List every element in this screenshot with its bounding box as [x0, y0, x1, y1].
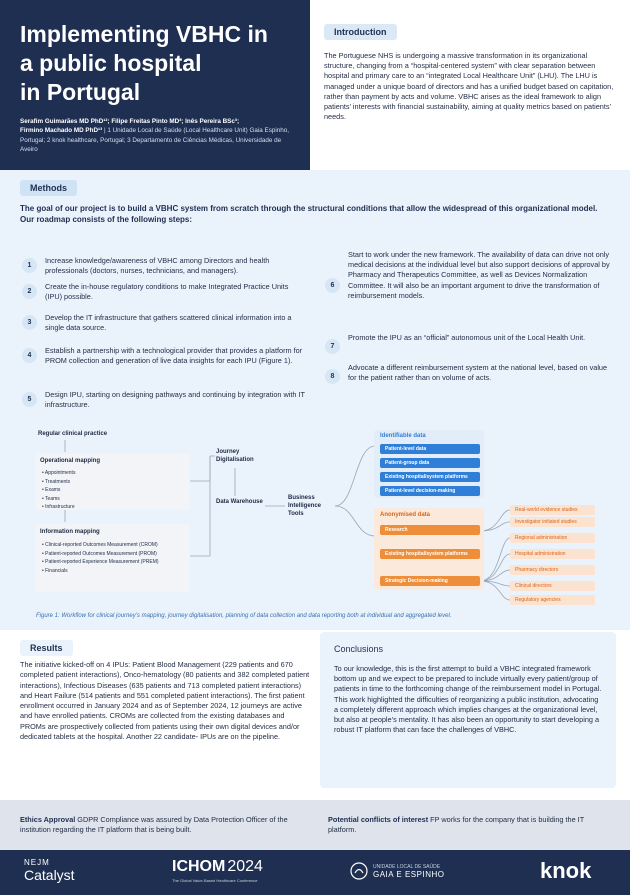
data-warehouse-label: Data Warehouse [216, 499, 263, 505]
step-text: Advocate a different reimbursement system at the national level, based on value for the patient rather than on volume of acts. [348, 363, 608, 383]
bi-tools-label: Business Intelligence Tools [288, 495, 322, 517]
strategic-target: Regulatory agencies [510, 595, 595, 605]
uls-gaia-espinho-logo [350, 862, 444, 880]
uls-top-text: UNIDADE LOCAL DE SAÚDE [373, 863, 441, 870]
figure-caption: Figure 1: Workflow for clinical journey’s mapping, journey digitalisation, planning of data collection and data reporting both at individual and aggregated level. [36, 613, 452, 619]
anonymised-item: Research [380, 525, 480, 535]
knok-logo: knok [540, 858, 592, 883]
conclusions-text: To our knowledge, this is the first attempt to build a VBHC integrated framework bottom up and we expect to be prepared to include virtually every patient/group of patients in time to the forthcoming change of the reimbursement model in Portugal. This work highlighted the difficulties of reorganizing a public institution, advocating a completely different approach which implies changes at the organizational level, but also at people’s mentality. It has also been an opportunity to start developing a robust IT platform that can face the challenges of VBHC. [334, 664, 602, 735]
identifiable-item: Patient-level data [380, 444, 480, 454]
step-text: Promote the IPU as an “official” autonomous unit of the Local Health Unit. [348, 333, 586, 342]
title-panel [0, 0, 310, 170]
identifiable-data-label: Identifiable data [380, 433, 426, 439]
step-8 [325, 363, 610, 384]
introduction-heading: Introduction [324, 24, 397, 40]
list-item: • Teams [42, 495, 60, 502]
step-3 [22, 313, 307, 333]
workflow-diagram [30, 426, 600, 606]
list-item: • Patient-reported Experience Measurement (PREM) [42, 559, 159, 566]
conclusions-section [320, 632, 616, 788]
strategic-target: Regional administration [510, 533, 595, 543]
step-number: 5 [22, 392, 37, 407]
list-item: • Patient-reported Outcomes Measurement (PROM) [42, 550, 157, 557]
introduction-section [310, 0, 630, 170]
step-number: 8 [325, 369, 340, 384]
nejm-mark: NEJM [24, 858, 50, 867]
step-1 [22, 256, 307, 276]
step-number: 1 [22, 258, 37, 273]
poster-title [20, 20, 292, 107]
anonymised-item: Strategic Decision-making [380, 576, 480, 586]
list-item: • Exams [42, 487, 61, 494]
title-line-1: Implementing VBHC in [20, 21, 268, 47]
list-item: • Infrastructure [42, 504, 75, 511]
anonymised-data-label: Anonymised data [380, 512, 431, 518]
information-mapping-label: Information mapping [40, 529, 100, 535]
strategic-target: Pharmacy directors [510, 565, 595, 575]
authors-affiliations: | 1 Unidade Local de Saúde (Local Healthcare Unit) Gaia Espinho, Portugal; 2 knok healthcare, Portugal; 3 Departamento de Ciências Médicas, Universidade de Aveiro [20, 127, 290, 154]
uls-wordmark: GAIA E ESPINHO [373, 869, 445, 879]
results-heading: Results [20, 640, 73, 656]
title-line-2: a public hospital [20, 50, 202, 76]
ichom-wordmark: ICHOM [172, 858, 226, 875]
step-2 [22, 282, 307, 302]
step-6 [325, 250, 610, 301]
anonymised-item: Existing hospital/system platforms [380, 549, 480, 559]
step-5 [22, 390, 307, 410]
introduction-text: The Portuguese NHS is undergoing a massive transformation in its organizational structure, changing from a “hospital-centered system” with clear separation between hospital and primary care to an “integrated Local Healthcare Unit” (LHU). The LHU is managed under a unique board of directors and has a unified budget based on capitation, rather than payment by acts and volume. VBHC arises as the ideal framework to align patients’ interests with financial sustainability, aiming at quality metrics based on patients’ needs. [324, 51, 614, 122]
operational-mapping-label: Operational mapping [40, 458, 101, 464]
step-4 [22, 346, 307, 366]
step-number: 3 [22, 315, 37, 330]
ichom-year: 2024 [227, 858, 263, 875]
catalyst-wordmark: Catalyst [24, 867, 75, 883]
header [0, 0, 630, 170]
authors-names-1: Serafim Guimarães MD PhD¹²; Filipe Freitas Pinto MD²; Inês Pereira BSc³; [20, 118, 240, 125]
ethics-text: GDPR Compliance was assured by Data Protection Officer of the institution regarding the IT platform that is being built. [20, 815, 288, 835]
authors [20, 117, 292, 155]
identifiable-item: Patient-group data [380, 458, 480, 468]
step-number: 7 [325, 339, 340, 354]
strategic-target: Hospital administration [510, 549, 595, 559]
identifiable-item: Existing hospital/system platforms [380, 472, 480, 482]
step-7 [325, 333, 610, 354]
authors-names-2: Firmino Machado MD PhD¹³ [20, 127, 103, 135]
list-item: • Clinical-reported Outcomes Measurement (CROM) [42, 542, 158, 548]
research-target: Investigator initiated studies [510, 517, 595, 527]
results-text: The initiative kicked-off on 4 IPUs: Patient Blood Management (229 patients and 670 completed patient interactions), Onco-hematology (80 patients and 382 completed patient interactions), Infectious Diseases (635 patients and 713 completed patient interactions) and Heart Failure (514 patients and 551 completed patient interactions). The first patient enrollment occurred in January 2024 and as of September 2024, 12 journeys are active and have enrolled patients. CROMs are collected from the existing databases and PROMs are prospectively collected from patients using their own digital devices and/or dedicated tablets at the hospital. Another 22 candidate- IPUs are on the pipeline. [20, 660, 310, 742]
step-text: Design IPU, starting on designing pathways and continuing by integration with IT infrastructure. [45, 390, 305, 410]
uls-emblem-icon [350, 862, 368, 880]
ichom-logo [172, 858, 263, 883]
ethics-label: Ethics Approval [20, 815, 76, 824]
strategic-target: Clinical directors [510, 581, 595, 591]
conflicts-text: FP works for the company that is building the IT platform. [328, 815, 585, 835]
conflicts-label: Potential conflicts of interest [328, 815, 429, 824]
regular-practice-label: Regular clinical practice [38, 431, 108, 437]
step-text: Establish a partnership with a technological provider that provides a platform for PROM collection and generation of live data insights for each IPU (Figure 1). [45, 346, 303, 366]
step-text: Develop the IT infrastructure that gathers scattered clinical information into a single data source. [45, 313, 292, 333]
list-item: • Financials [42, 567, 68, 574]
methods-section [0, 170, 630, 630]
step-text: Start to work under the new framework. The availability of data can drive not only medical decisions at the individual level but also support decisions of approval by Pharmacy and Therapeutics Committee, as well as Devices Normalization Committee. It will also be an important argument to drive the transformation of reimbursement models. [348, 250, 610, 300]
nejm-catalyst-logo [24, 858, 75, 883]
step-number: 4 [22, 348, 37, 363]
conclusions-heading: Conclusions [334, 644, 384, 654]
information-mapping-items [42, 541, 159, 575]
title-line-3: in Portugal [20, 79, 141, 105]
ethics-approval [20, 815, 305, 835]
methods-goal: The goal of our project is to build a VBHC system from scratch through the structural conditions that allow the widespread of this organizational model. Our roadmap consists of the following steps: [20, 204, 598, 224]
step-number: 2 [22, 284, 37, 299]
footer-logos [0, 850, 630, 895]
list-item: • Treatments [42, 478, 71, 485]
step-number: 6 [325, 278, 340, 293]
step-text: Increase knowledge/awareness of VBHC among Directors and health professionals (doctors, nurses, technicians, and managers). [45, 256, 270, 276]
step-text: Create the in-house regulatory conditions to make Integrated Practice Units (IPU) possible. [45, 282, 289, 302]
identifiable-item: Patient-level decision-making [380, 486, 480, 496]
operational-mapping-items [42, 469, 75, 512]
journey-digitalisation-label: Journey Digitalisation [216, 449, 254, 463]
list-item: • Appointments [42, 470, 76, 476]
research-target: Real-world evidence studies [510, 505, 595, 515]
conflicts-of-interest [328, 815, 613, 835]
ichom-subtitle: The Global Value-Based Healthcare Conference [172, 878, 258, 883]
methods-heading: Methods [20, 180, 77, 196]
